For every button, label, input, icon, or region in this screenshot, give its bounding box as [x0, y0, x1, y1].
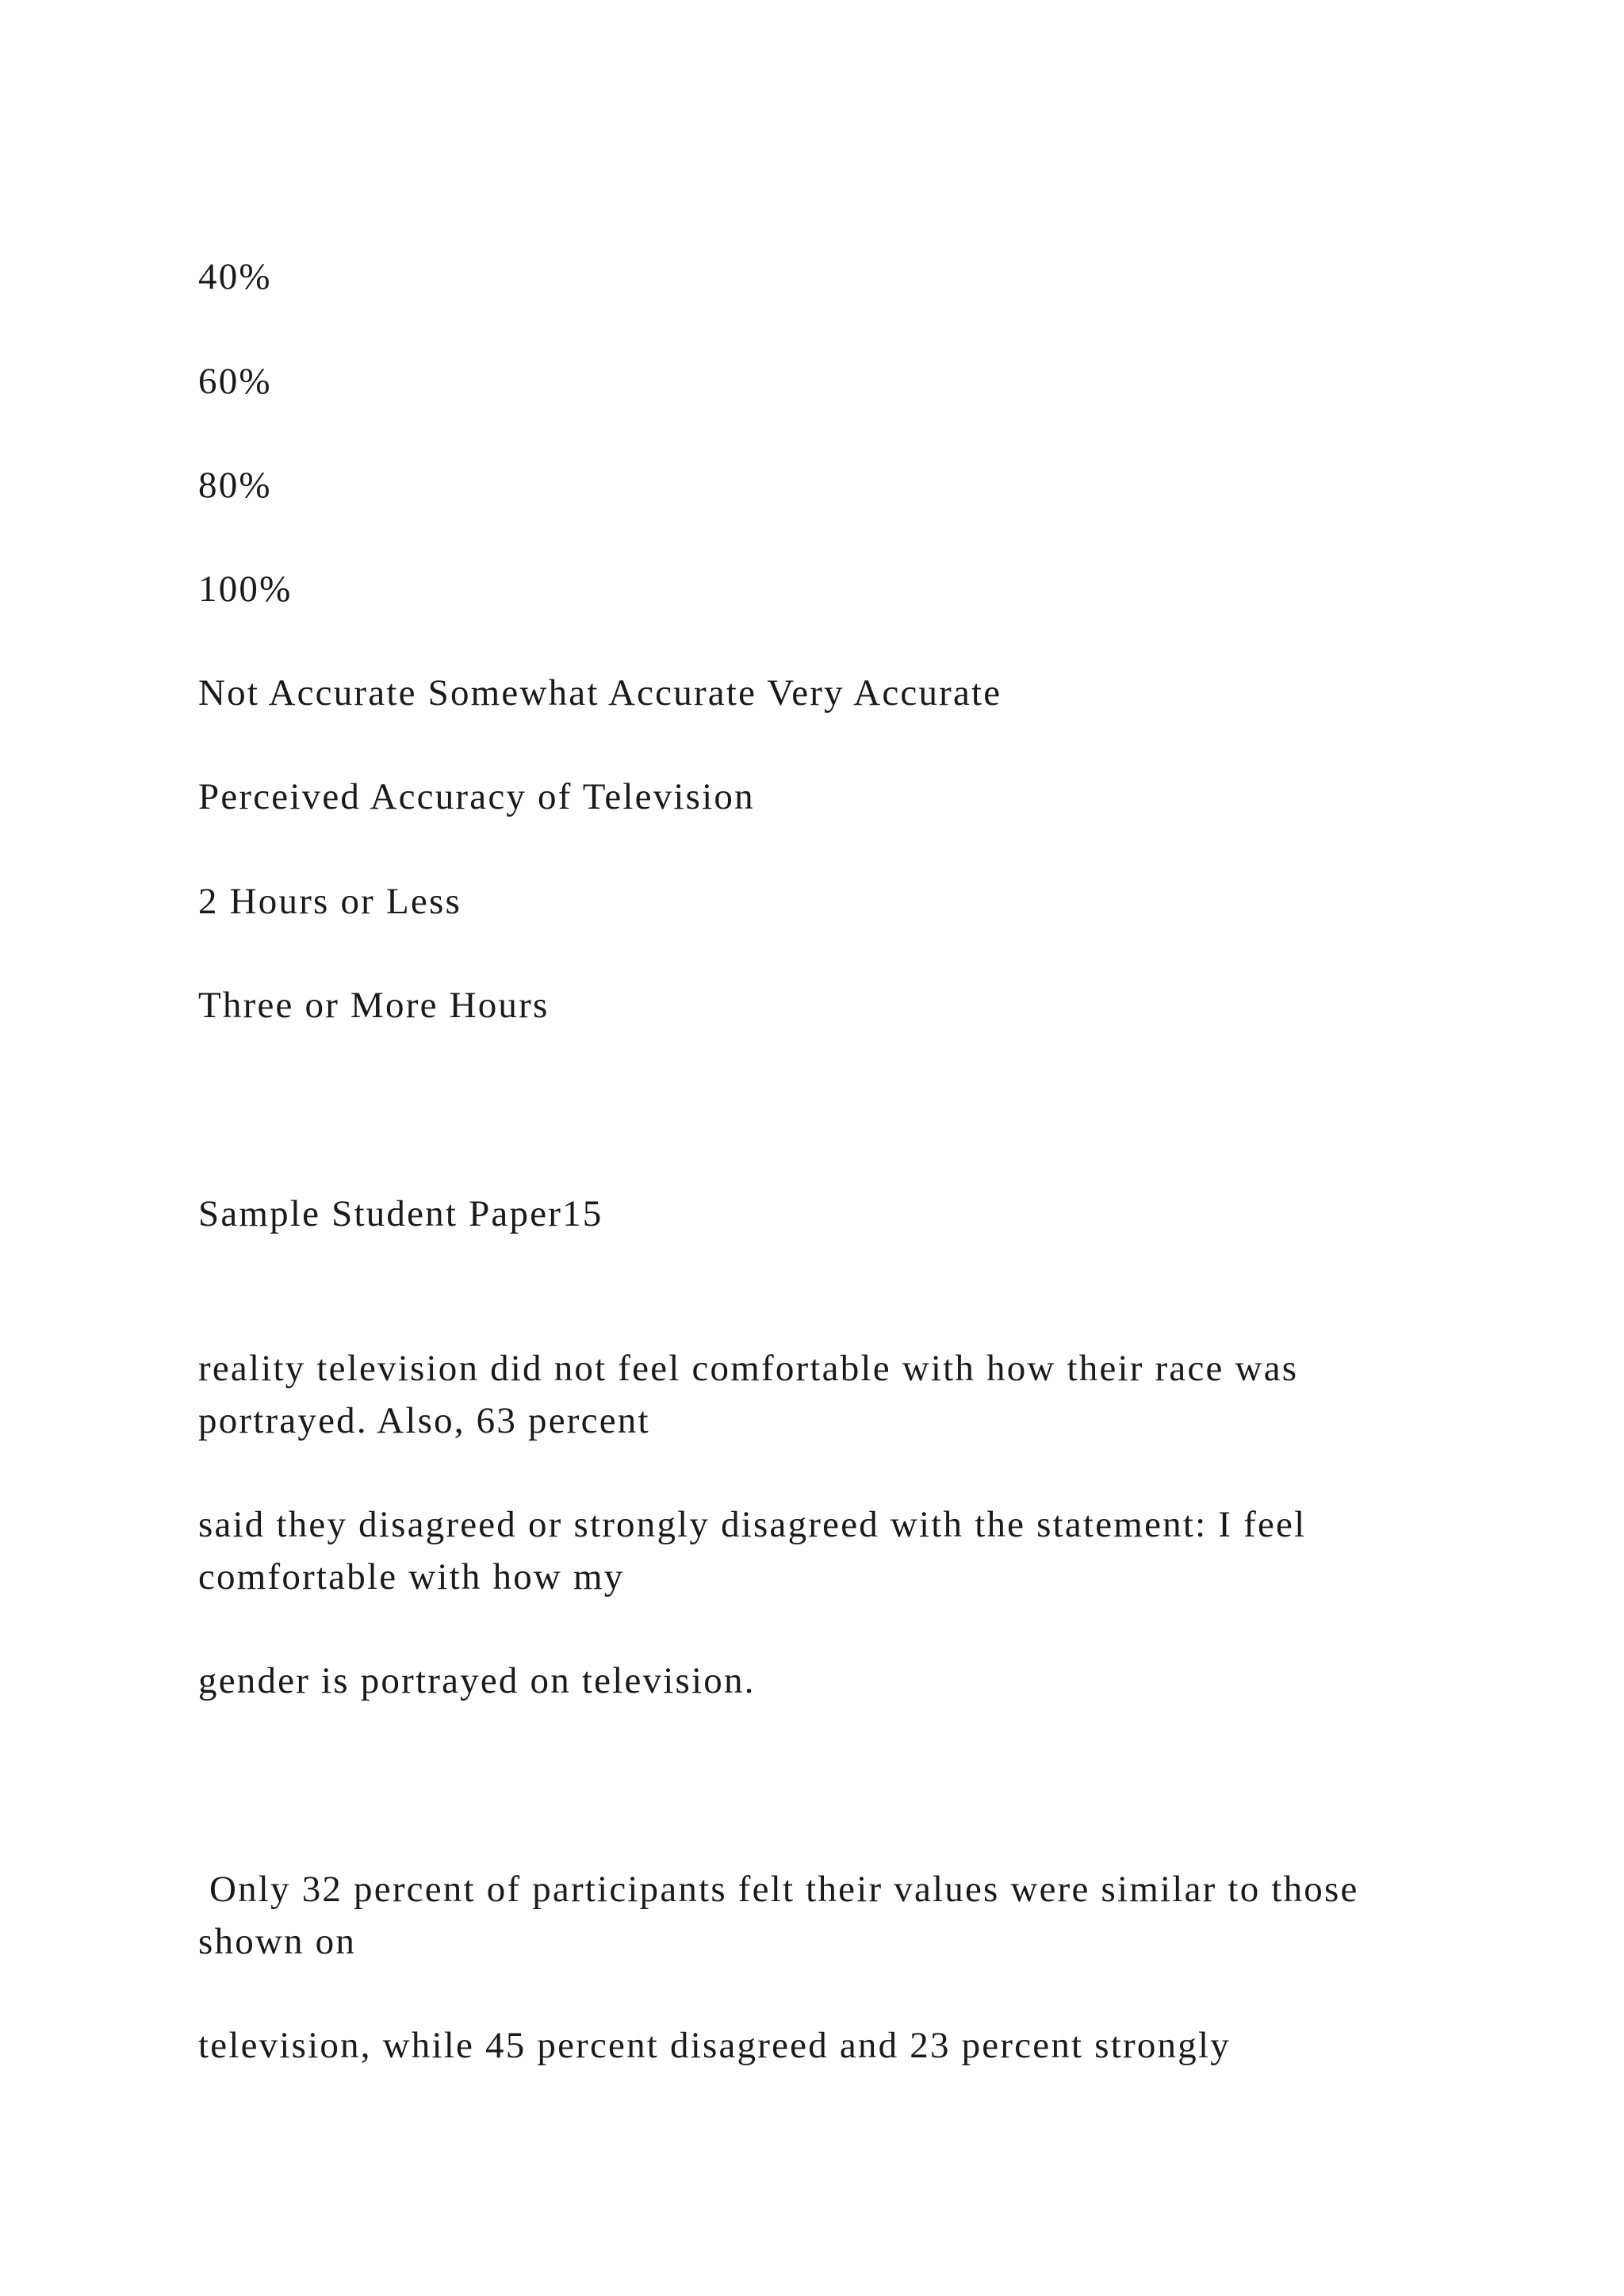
tick-label-100: 100%	[198, 568, 293, 610]
paragraph-4: Only 32 percent of participants felt their values were similar to those shown on	[198, 1869, 1370, 1962]
axis-title: Perceived Accuracy of Television	[198, 776, 755, 817]
running-head: Sample Student Paper15	[198, 1193, 603, 1234]
paragraph-5: television, while 45 percent disagreed and 23 percent strongly	[198, 2025, 1231, 2066]
tick-label-80: 80%	[198, 465, 272, 506]
paragraph-3: gender is portrayed on television.	[198, 1660, 756, 1701]
paragraph-1: reality television did not feel comfortable with how their race was portrayed. Also, 63 percent	[198, 1348, 1310, 1441]
tick-label-60: 60%	[198, 361, 272, 402]
paragraph-2: said they disagreed or strongly disagreed with the statement: I feel comfortable with how my	[198, 1504, 1318, 1598]
tick-label-40: 40%	[198, 256, 272, 297]
legend-entry-1: 2 Hours or Less	[198, 881, 462, 922]
legend-entry-2: Three or More Hours	[198, 985, 550, 1026]
category-labels: Not Accurate Somewhat Accurate Very Accurate	[198, 672, 1002, 714]
